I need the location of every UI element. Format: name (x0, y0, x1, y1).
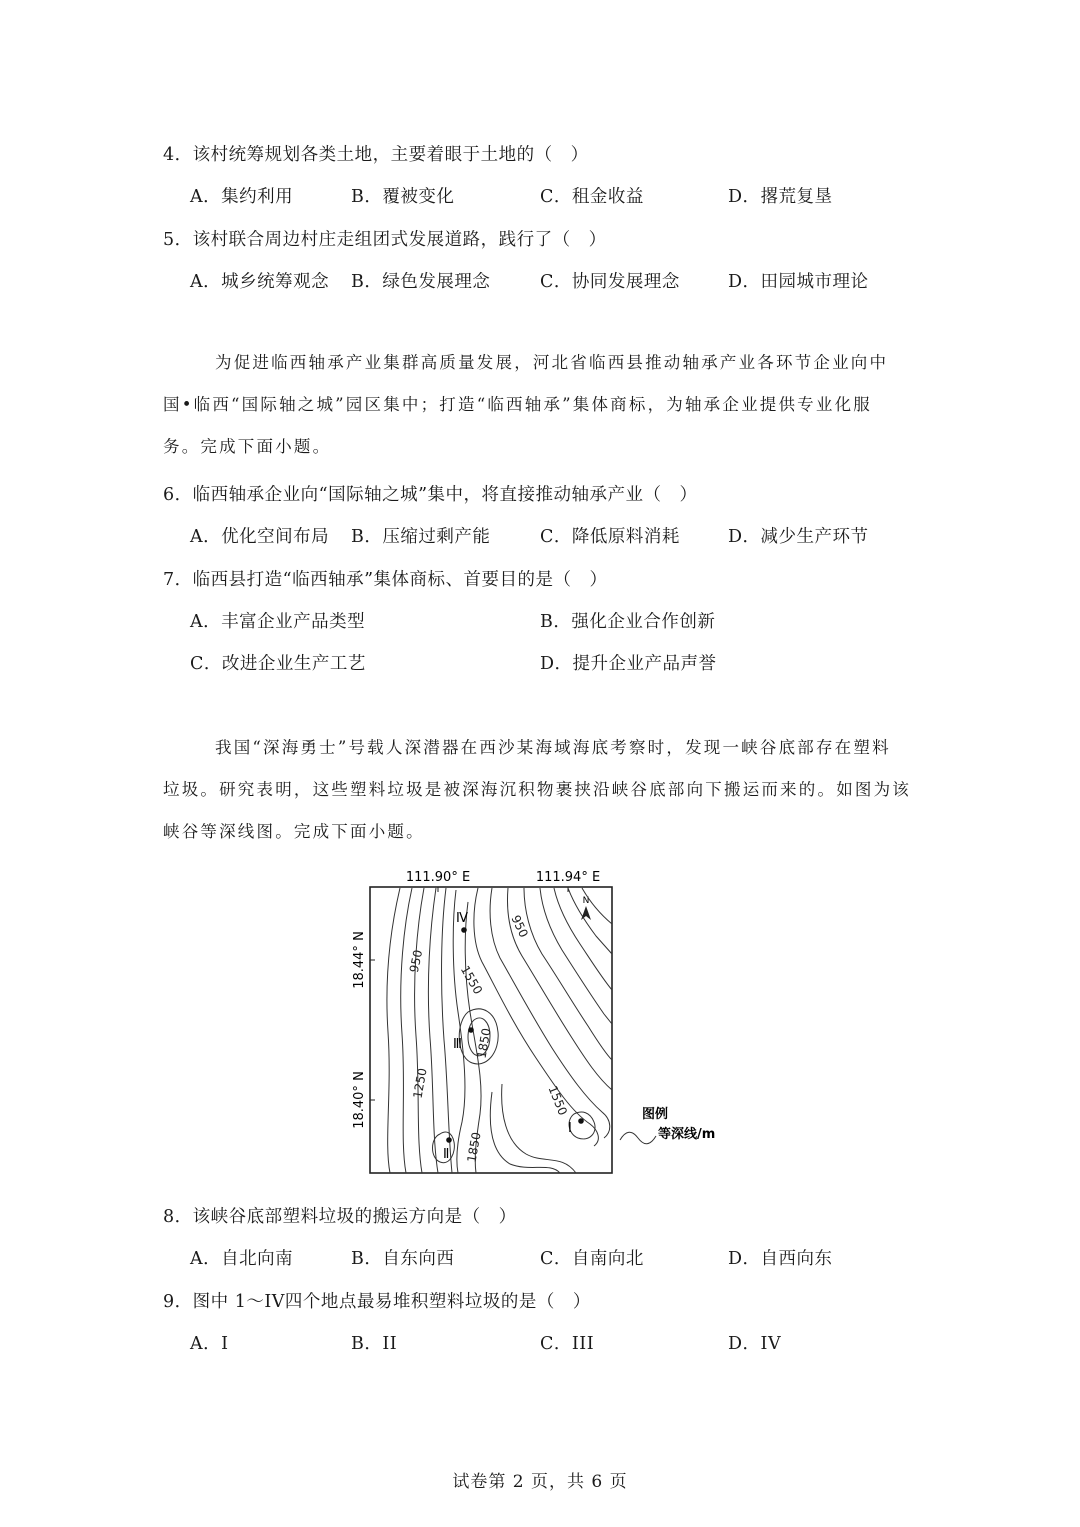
q9-option-d: D．IV (728, 1334, 782, 1354)
point-label-1: Ⅰ (568, 1121, 572, 1136)
question-7-stem: 7．临西县打造“临西轴承”集体商标、首要目的是（ ） (163, 570, 608, 590)
point-label-3: Ⅲ (453, 1037, 462, 1052)
passage2-line1: 我国“深海勇士”号载人深潜器在西沙某海域海底考察时，发现一峡谷底部存在塑料 (215, 738, 891, 757)
q4-option-a: A．集约利用 (190, 187, 294, 207)
contour-label: 950 (406, 948, 426, 974)
q7-option-c: C．改进企业生产工艺 (190, 654, 366, 674)
q9-option-b: B．II (351, 1334, 398, 1354)
contour-label: 1550 (545, 1083, 570, 1118)
q8-option-c: C．自南向北 (540, 1249, 644, 1269)
q6-option-c: C．降低原料消耗 (540, 527, 680, 547)
question-9-stem: 9．图中 1～IV四个地点最易堆积塑料垃圾的是（ ） (163, 1292, 591, 1312)
page-footer: 试卷第 2 页，共 6 页 (452, 1472, 628, 1492)
point-marker (446, 1137, 452, 1143)
passage2-line2: 垃圾。研究表明，这些塑料垃圾是被深海沉积物裹挟沿峡谷底部向下搬运而来的。如图为该 (163, 780, 911, 799)
legend-label: 等深线/m (658, 1127, 716, 1142)
q6-option-b: B．压缩过剩产能 (351, 527, 491, 547)
point-marker (468, 1027, 474, 1033)
q4-option-c: C．租金收益 (540, 187, 644, 207)
q4-option-d: D．撂荒复垦 (728, 187, 833, 207)
contour-label: 1850 (464, 1131, 484, 1164)
point-marker (578, 1118, 584, 1124)
passage1-line1: 为促进临西轴承产业集群高质量发展，河北省临西县推动轴承产业各环节企业向中 (215, 353, 889, 372)
passage-bearing-industry (163, 342, 923, 468)
q4-option-b: B．覆被变化 (351, 187, 455, 207)
q8-option-d: D．自西向东 (728, 1249, 833, 1269)
q8-option-b: B．自东向西 (351, 1249, 455, 1269)
question-5-stem: 5．该村联合周边村庄走组团式发展道路，践行了（ ） (163, 230, 607, 250)
question-4-stem: 4．该村统筹规划各类土地，主要着眼于土地的（ ） (163, 145, 589, 165)
q6-option-d: D．减少生产环节 (728, 527, 869, 547)
legend-contour-sample (620, 1132, 656, 1144)
q8-option-a: A．自北向南 (190, 1249, 294, 1269)
q7-option-b: B．强化企业合作创新 (540, 612, 716, 632)
canyon-isobath-map (340, 862, 740, 1182)
lat-label-bottom: 18.40° N (352, 1071, 367, 1129)
passage-deep-sea-canyon (163, 727, 923, 853)
passage1-line3: 务。完成下面小题。 (163, 437, 332, 456)
point-label-4: Ⅳ (456, 911, 468, 926)
q9-option-c: C．III (540, 1334, 595, 1354)
question-8-stem: 8．该峡谷底部塑料垃圾的搬运方向是（ ） (163, 1207, 517, 1227)
q5-option-a: A．城乡统筹观念 (190, 272, 330, 292)
contour-label: 1250 (410, 1067, 430, 1100)
q5-option-c: C．协同发展理念 (540, 272, 680, 292)
q7-option-a: A．丰富企业产品类型 (190, 612, 366, 632)
point-marker (461, 927, 467, 933)
q5-option-b: B．绿色发展理念 (351, 272, 491, 292)
lat-label-top: 18.44° N (352, 931, 367, 989)
point-label-2: Ⅱ (443, 1147, 450, 1162)
passage1-line2: 国•临西“国际轴之城”园区集中；打造“临西轴承”集体商标，为轴承企业提供专业化服 (163, 395, 872, 414)
q6-option-a: A．优化空间布局 (190, 527, 330, 547)
north-label: N (582, 896, 590, 906)
legend-title: 图例 (642, 1107, 669, 1122)
question-6-stem: 6．临西轴承企业向“国际轴之城”集中，将直接推动轴承产业（ ） (163, 485, 698, 505)
lon-label-right: 111.94° E (535, 870, 601, 885)
contour-label: 1550 (457, 963, 486, 997)
contour-label: 1850 (474, 1027, 494, 1060)
q9-option-a: A．I (190, 1334, 229, 1354)
lon-label-left: 111.90° E (405, 870, 471, 885)
q5-option-d: D．田园城市理论 (728, 272, 869, 292)
passage2-line3: 峡谷等深线图。完成下面小题。 (163, 822, 425, 841)
contour-label: 950 (508, 912, 531, 940)
q7-option-d: D．提升企业产品声誉 (540, 654, 717, 674)
